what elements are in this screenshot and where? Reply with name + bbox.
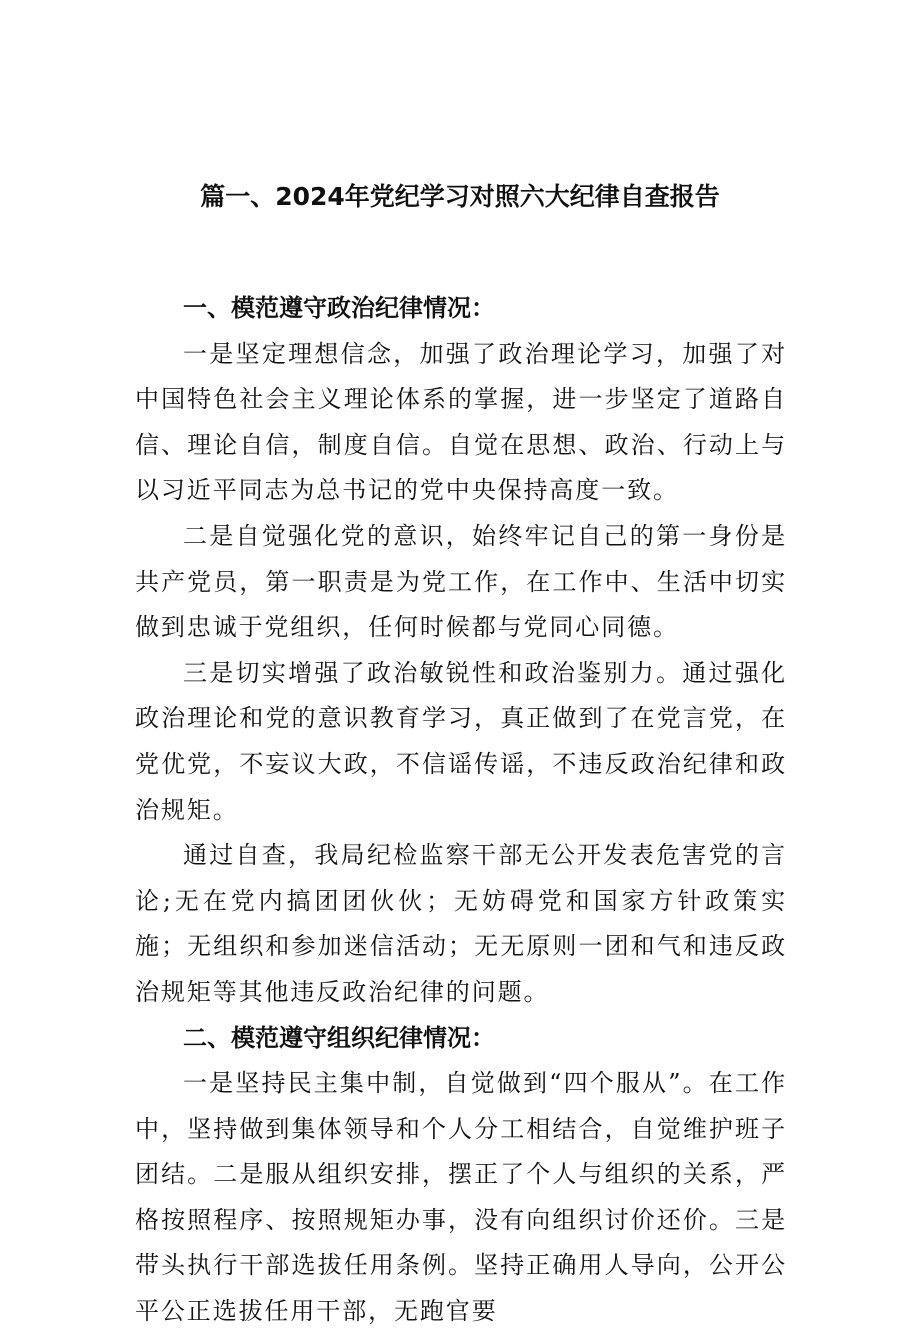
section-organizational-discipline	[135, 1016, 787, 1335]
section-heading: 一、模范遵守政治纪律情况：	[183, 294, 495, 322]
section-heading: 二、模范遵守组织纪律情况：	[183, 1023, 495, 1052]
paragraph: 通过自查，我局纪检监察干部无公开发表危害党的言论;无在党内搞团团伙伙；无妨碍党和国家方针政策实施；无组织和参加迷信活动；无无原则一团和气和违反政治规矩等其他违反政治纪律的问题。	[135, 841, 787, 1006]
paragraph: 一是坚定理想信念，加强了政治理论学习，加强了对中国特色社会主义理论体系的掌握，进一步坚定了道路自信、理论自信，制度自信。自觉在思想、政治、行动上与以习近平同志为总书记的党中央保持高度一致。	[135, 339, 787, 505]
document-body	[135, 286, 787, 1335]
document-title: 篇一、2024年党纪学习对照六大纪律自查报告	[200, 182, 720, 211]
paragraph: 一是坚持民主集中制，自觉做到“四个服从”。在工作中，坚持做到集体领导和个人分工相结合，自觉维护班子团结。二是服从组织安排，摆正了个人与组织的关系，严格按照程序、按照规矩办事，没有向组织讨价还价。三是带头执行干部选拔任用条例。坚持正确用人导向，公开公平公正选拔任用干部，无跑官要	[135, 1069, 787, 1326]
paragraph: 二是自觉强化党的意识，始终牢记自己的第一身份是共产党员，第一职责是为党工作，在工作中、生活中切实做到忠诚于党组织，任何时候都与党同心同德。	[135, 521, 787, 642]
section-political-discipline	[135, 286, 787, 1016]
paragraph: 三是切实增强了政治敏锐性和政治鉴别力。通过强化政治理论和党的意识教育学习，真正做到了在党言党，在党优党，不妄议大政，不信谣传谣，不违反政治纪律和政治规矩。	[135, 658, 787, 824]
